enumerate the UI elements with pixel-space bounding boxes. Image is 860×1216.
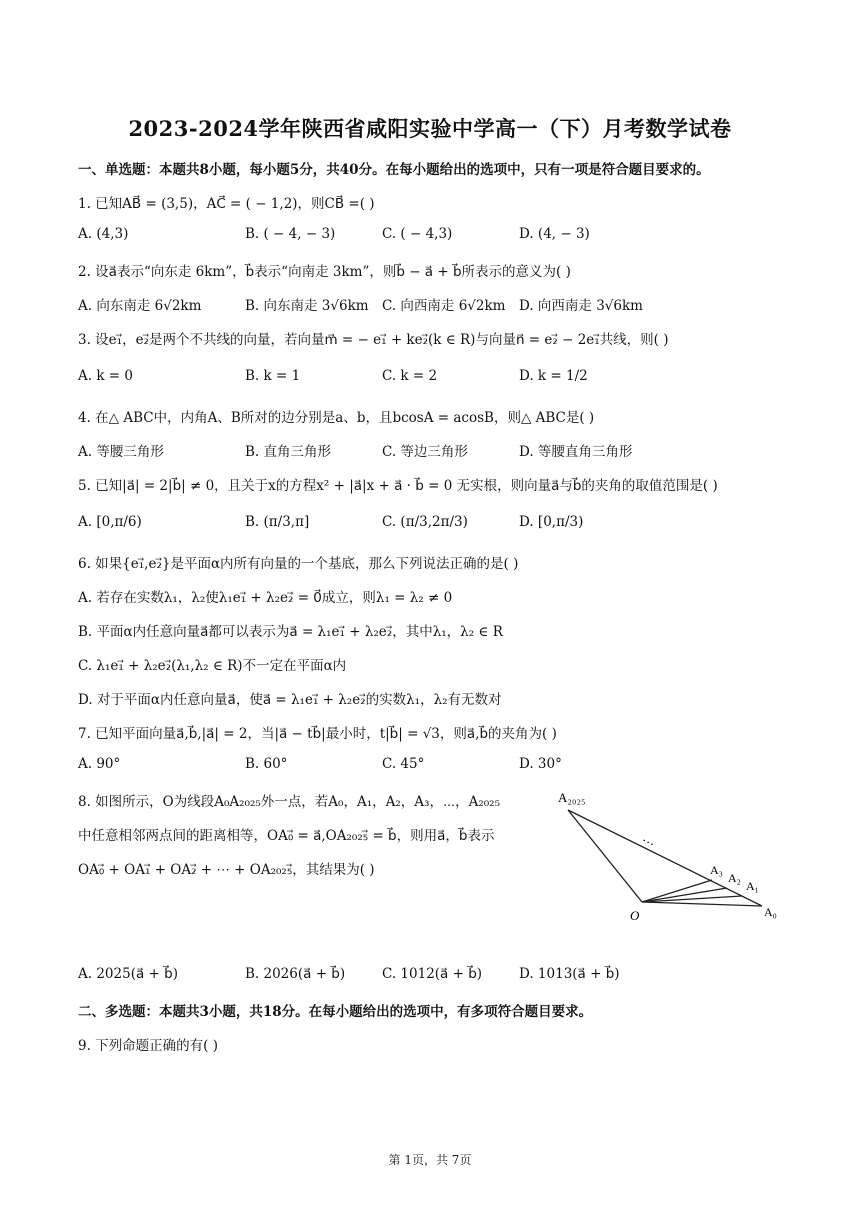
label-a0: A₀ (764, 905, 777, 919)
label-a3: A₃ (710, 863, 723, 877)
question-2-stem: 2. 设a⃗表示“向东走 6km”，b⃗表示“向南走 3km”，则b⃗ − a⃗ + b⃗所表示的意义为( ) (78, 264, 571, 280)
question-6-stem: 6. 如果{e₁⃗,e₂⃗}是平面α内所有向量的一个基底，那么下列说法正确的是( ) (78, 556, 519, 572)
segment-o-a0 (642, 902, 762, 906)
question-7-stem: 7. 已知平面向量a⃗,b⃗,|a⃗| = 2，当|a⃗ − tb⃗|最小时，t|b⃗| = √3，则a⃗,b⃗的夹角为( ) (78, 726, 557, 742)
question-3-option-a: A. k = 0 (78, 368, 133, 384)
question-8-option-c: C. 1012(a⃗ + b⃗) (382, 966, 483, 982)
question-8-stem-line-3: OA₀⃗ + OA₁⃗ + OA₂⃗ + ⋯ + OA₂₀₂₅⃗，其结果为( ) (78, 862, 375, 878)
question-4-stem: 4. 在△ ABC中，内角A、B所对的边分别是a、b，且bcosA = acosB，则△ ABC是( ) (78, 410, 595, 426)
question-2-option-c: C. 向西南走 6√2km (382, 298, 506, 314)
section-heading-single-choice: 一、单选题：本题共8小题，每小题5分，共40分。在每小题给出的选项中，只有一项是符合题目要求的。 (78, 162, 710, 178)
question-3-option-c: C. k = 2 (382, 368, 438, 384)
question-8-option-b: B. 2026(a⃗ + b⃗) (245, 966, 346, 982)
question-1-option-b: B. ( − 4, − 3) (245, 226, 336, 242)
label-a2025: A₂₀₂₅ (558, 790, 586, 805)
question-1-option-a: A. (4,3) (78, 226, 129, 242)
question-8-option-d: D. 1013(a⃗ + b⃗) (519, 966, 620, 982)
question-8-stem-line-1: 8. 如图所示，O为线段A₀A₂₀₂₅外一点，若A₀，A₁，A₂，A₃，⋯，A₂₀₂₅ (78, 794, 500, 810)
question-4-option-a: A. 等腰三角形 (78, 444, 164, 460)
question-6-option-b: B. 平面α内任意向量a⃗都可以表示为a⃗ = λ₁e₁⃗ + λ₂e₂⃗，其中λ₁，λ₂ ∈ R (78, 624, 503, 640)
page-footer: 第 1页，共 7页 (388, 1153, 472, 1167)
question-2-option-b: B. 向东南走 3√6km (245, 298, 369, 314)
question-6-option-c: C. λ₁e₁⃗ + λ₂e₂⃗(λ₁,λ₂ ∈ R)不一定在平面α内 (78, 658, 347, 674)
question-2-option-a: A. 向东南走 6√2km (78, 298, 202, 314)
question-4-option-b: B. 直角三角形 (245, 444, 332, 460)
question-3-option-d: D. k = 1/2 (519, 368, 588, 384)
question-9-stem: 9. 下列命题正确的有( ) (78, 1038, 218, 1054)
question-3-stem: 3. 设e₁⃗，e₂⃗是两个不共线的向量，若向量m⃗ = − e₁⃗ + ke₂⃗(k ∈ R)与向量n⃗ = e₂⃗ − 2e₁⃗共线，则( ) (78, 332, 669, 348)
segment-o-a2025 (568, 810, 642, 902)
question-5-option-b: B. (π/3,π] (245, 514, 310, 530)
question-7-option-c: C. 45° (382, 756, 425, 772)
exam-title: 2023-2024学年陕西省咸阳实验中学高一（下）月考数学试卷 (128, 116, 732, 141)
question-4-option-d: D. 等腰直角三角形 (519, 444, 633, 460)
question-7-option-d: D. 30° (519, 756, 562, 772)
section-heading-multiple-choice: 二、多选题：本题共3小题，共18分。在每小题给出的选项中，有多项符合题目要求。 (78, 1004, 593, 1020)
question-2-option-d: D. 向西南走 3√6km (519, 298, 643, 314)
question-4-option-c: C. 等边三角形 (382, 444, 468, 460)
question-8-figure (550, 780, 800, 930)
question-8-stem-line-2: 中任意相邻两点间的距离相等，OA₀⃗ = a⃗,OA₂₀₂₅⃗ = b⃗，则用a⃗，b⃗表示 (78, 828, 495, 844)
question-1-stem: 1. 已知AB⃗ = (3,5)，AC⃗ = ( − 1,2)，则CB⃗ =( ) (78, 196, 375, 212)
question-7-option-a: A. 90° (78, 756, 121, 772)
question-7-option-b: B. 60° (245, 756, 288, 772)
label-dots: … (640, 829, 659, 849)
label-a2: A₂ (728, 871, 741, 885)
question-5-option-d: D. [0,π/3) (519, 514, 584, 530)
label-a1: A₁ (746, 879, 759, 893)
question-1-option-c: C. ( − 4,3) (382, 226, 453, 242)
question-6-option-a: A. 若存在实数λ₁，λ₂使λ₁e₁⃗ + λ₂e₂⃗ = 0⃗成立，则λ₁ = λ₂ ≠ 0 (78, 590, 453, 606)
question-5-option-c: C. (π/3,2π/3) (382, 514, 468, 530)
question-6-option-d: D. 对于平面α内任意向量a⃗，使a⃗ = λ₁e₁⃗ + λ₂e₂⃗的实数λ₁，λ₂有无数对 (78, 692, 502, 708)
question-1-option-d: D. (4, − 3) (519, 226, 590, 242)
question-8-option-a: A. 2025(a⃗ + b⃗) (78, 966, 178, 982)
label-o: O (630, 908, 640, 923)
segment-a2025-a0 (568, 810, 762, 906)
question-5-option-a: A. [0,π/6) (78, 514, 142, 530)
question-5-stem: 5. 已知|a⃗| = 2|b⃗| ≠ 0，且关于x的方程x² + |a⃗|x + a⃗ · b⃗ = 0 无实根，则向量a⃗与b⃗的夹角的取值范围是( ) (78, 478, 718, 494)
question-3-option-b: B. k = 1 (245, 368, 301, 384)
